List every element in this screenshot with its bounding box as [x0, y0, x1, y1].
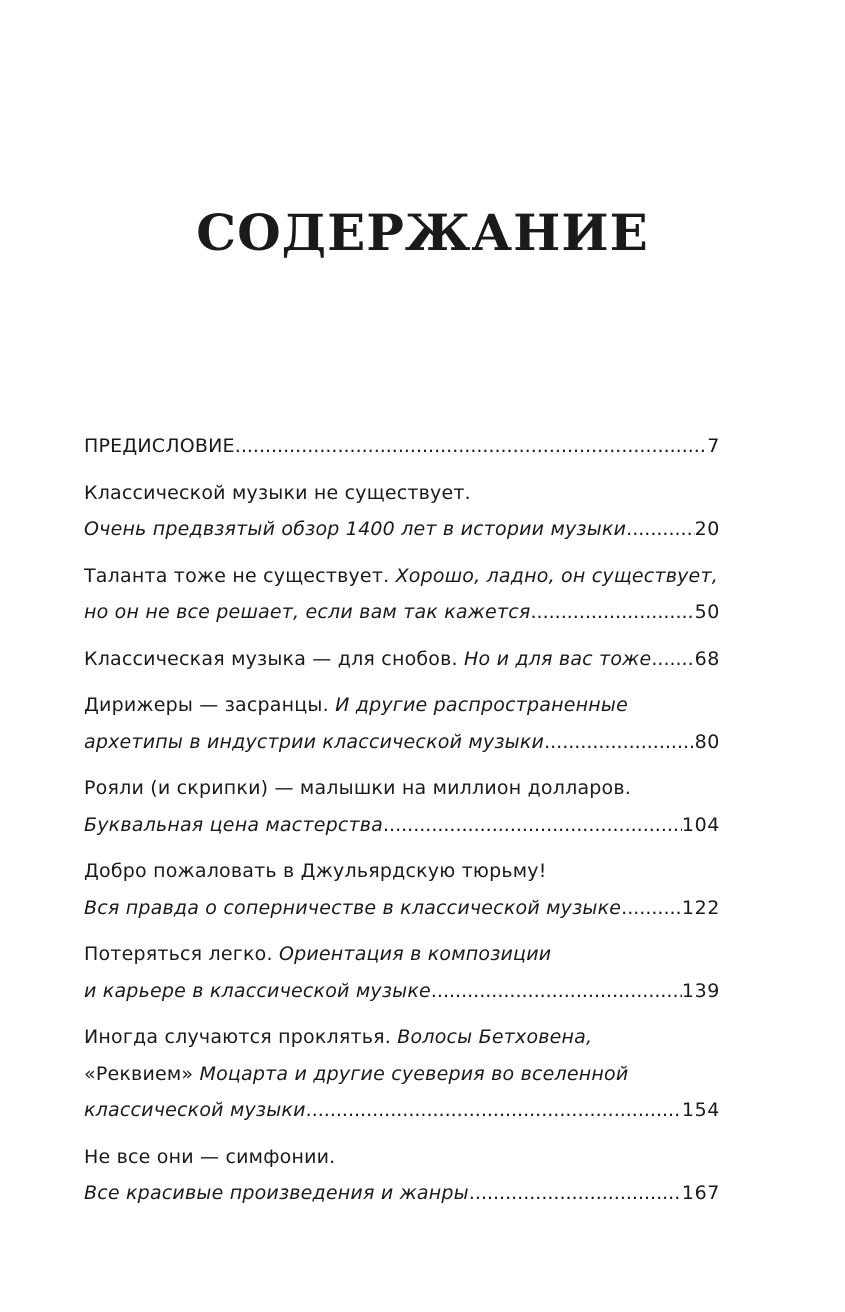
toc-title-line	[84, 475, 720, 512]
toc-title-line	[84, 1056, 720, 1093]
toc-subtitle-text: Моцарта и другие суеверия во вселенной	[199, 1062, 629, 1085]
dot-leader	[531, 594, 695, 631]
toc-title-text: Классической музыки не существует.	[84, 481, 471, 504]
toc-title-line	[84, 687, 720, 724]
toc-title-line	[84, 1019, 720, 1056]
toc-title-text: Таланта тоже не существует.	[84, 564, 390, 587]
dot-leader	[383, 807, 682, 844]
toc-subtitle-text: Очень предвзятый обзор 1400 лет в истории музыки	[84, 518, 627, 540]
toc-leader-line	[84, 511, 720, 548]
toc-subtitle-text: Ориентация в композиции	[278, 943, 552, 965]
toc-subtitle-text: И другие распространенные	[335, 694, 628, 716]
toc-leader-line	[84, 973, 720, 1010]
toc-subtitle-text: Буквальная цена мастерства	[84, 813, 383, 836]
toc-entry[interactable]	[84, 641, 720, 678]
toc-title-text: Дирижеры — засранцы.	[84, 694, 329, 716]
dot-leader	[431, 973, 682, 1010]
toc-subtitle-text: и карьере в классической музыке	[84, 979, 431, 1002]
toc-title-text: ПРЕДИСЛОВИЕ	[84, 435, 235, 457]
dot-leader	[306, 1092, 682, 1129]
toc-page-number: 104	[681, 813, 720, 836]
toc-title-text: «Реквием»	[84, 1062, 194, 1085]
toc-leader-line	[84, 428, 720, 465]
toc-title-text: Иногда случаются проклятья.	[84, 1026, 392, 1048]
toc-leader-line	[84, 807, 720, 844]
toc-subtitle-text: Волосы Бетховена,	[397, 1026, 593, 1048]
toc-entry[interactable]	[84, 936, 720, 1009]
toc-entry[interactable]	[84, 687, 720, 760]
toc-page-number: 80	[694, 730, 720, 753]
toc-title-line	[84, 853, 720, 890]
toc-subtitle-text: классической музыки	[84, 1099, 306, 1121]
dot-leader	[651, 641, 694, 678]
toc-title-line	[84, 1139, 720, 1176]
table-of-contents	[84, 428, 720, 1222]
toc-entry[interactable]	[84, 558, 720, 631]
dot-leader	[626, 511, 694, 548]
toc-page-number: 154	[681, 1099, 720, 1121]
dot-leader	[235, 428, 708, 465]
toc-page-number: 139	[681, 979, 720, 1002]
toc-entry[interactable]	[84, 1139, 720, 1212]
toc-leader-line	[84, 594, 720, 631]
dot-leader	[544, 724, 695, 761]
toc-title-text: Классическая музыка — для снобов.	[84, 647, 458, 670]
toc-page-number: 50	[694, 601, 720, 623]
toc-page-number: 167	[681, 1182, 720, 1204]
toc-leader-line	[84, 890, 720, 927]
toc-title-line	[84, 558, 720, 595]
toc-page-number: 20	[694, 518, 720, 540]
toc-title-line	[84, 936, 720, 973]
toc-subtitle-text: Хорошо, ладно, он существует,	[395, 564, 718, 587]
toc-entry[interactable]	[84, 770, 720, 843]
toc-subtitle-text: Вся правда о соперничестве в классической музыке	[84, 896, 622, 919]
toc-leader-line	[84, 724, 720, 761]
toc-subtitle-text: Все красивые произведения и жанры	[84, 1182, 469, 1204]
toc-page-number: 68	[694, 647, 720, 670]
toc-leader-line	[84, 1092, 720, 1129]
dot-leader	[469, 1175, 682, 1212]
toc-leader-line	[84, 1175, 720, 1212]
toc-subtitle-text: но он не все решает, если вам так кажется	[84, 601, 531, 623]
toc-page-number: 122	[681, 896, 720, 919]
toc-title-text: Не все они — симфонии.	[84, 1145, 336, 1168]
toc-entry[interactable]	[84, 1019, 720, 1129]
toc-page-number: 7	[707, 435, 720, 457]
page-title: СОДЕРЖАНИЕ	[196, 203, 649, 262]
toc-leader-line	[84, 641, 720, 678]
toc-entry[interactable]	[84, 475, 720, 548]
toc-subtitle-text: Но и для вас тоже	[464, 647, 652, 670]
dot-leader	[621, 890, 682, 927]
toc-title-text: Потеряться легко.	[84, 943, 273, 965]
toc-title-text: Добро пожаловать в Джульярдскую тюрьму!	[84, 860, 547, 882]
toc-entry[interactable]	[84, 853, 720, 926]
toc-entry[interactable]	[84, 428, 720, 465]
toc-title-line	[84, 770, 720, 807]
toc-title-text: Рояли (и скрипки) — малышки на миллион долларов.	[84, 777, 632, 799]
toc-subtitle-text: архетипы в индустрии классической музыки	[84, 730, 545, 753]
